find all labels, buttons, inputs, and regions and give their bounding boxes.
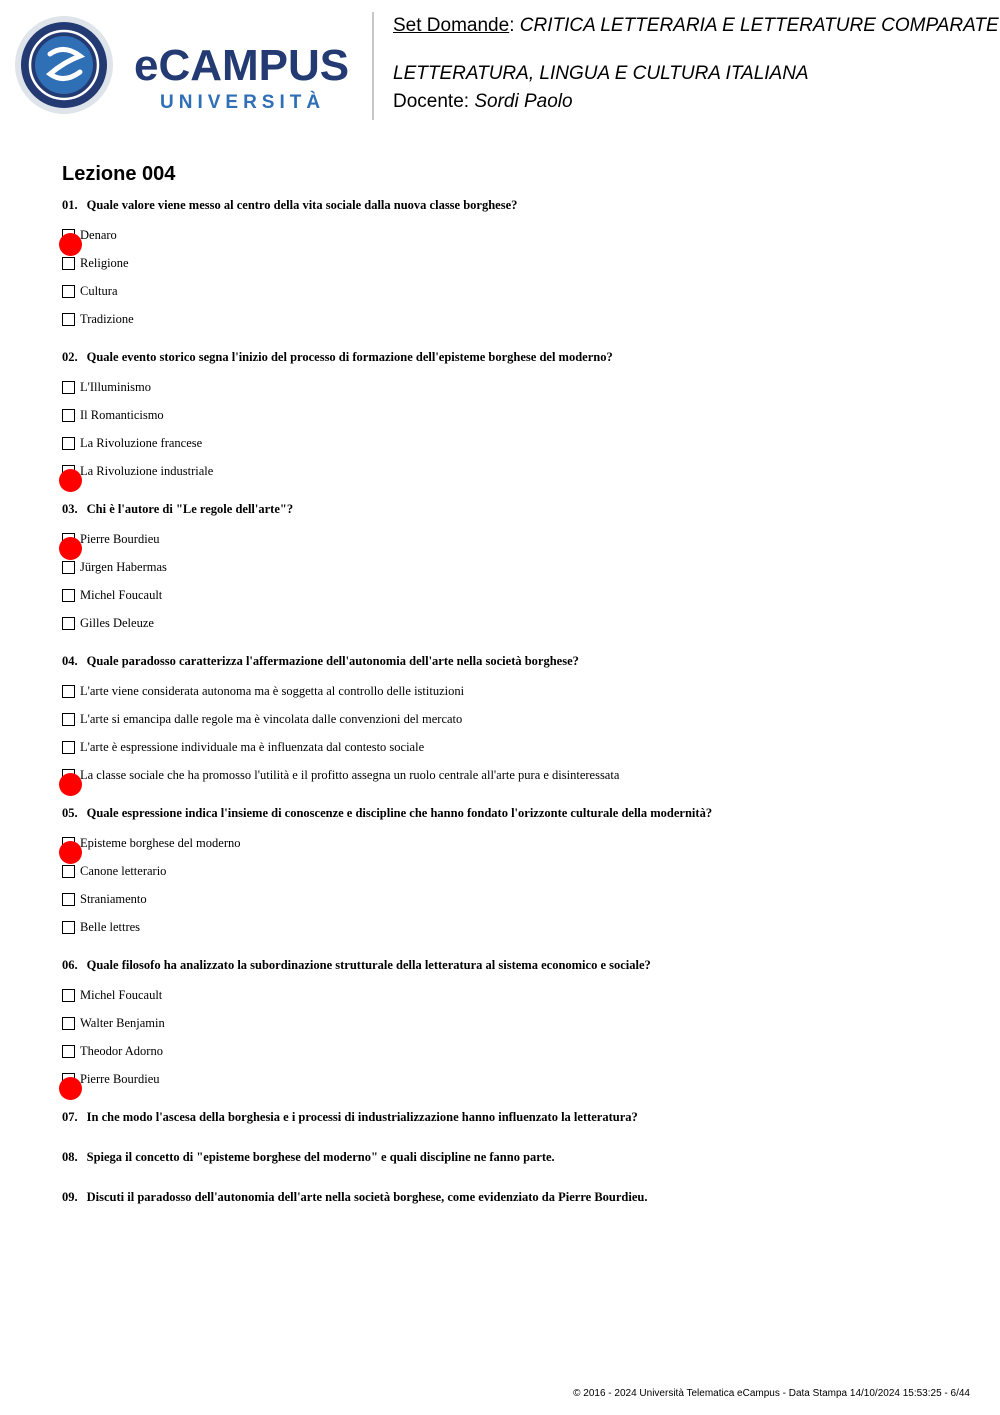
checkbox[interactable] <box>62 685 75 698</box>
checkbox[interactable] <box>62 381 75 394</box>
option-label: Denaro <box>80 227 117 242</box>
question-label: Spiega il concetto di "episteme borghese del moderno" e quali discipline ne fanno parte. <box>86 1150 555 1164</box>
option-label: Walter Benjamin <box>80 1015 165 1030</box>
question-05 <box>62 806 962 941</box>
option-label: Jürgen Habermas <box>80 559 167 574</box>
header-teacher-line <box>393 91 573 113</box>
checkbox[interactable] <box>62 285 75 298</box>
logo-subtitle-text: UNIVERSITÀ <box>160 92 326 113</box>
answer-marker <box>59 773 82 796</box>
option[interactable] <box>62 249 962 277</box>
option[interactable] <box>62 553 962 581</box>
question-04 <box>62 654 962 789</box>
option-label: L'arte viene considerata autonoma ma è soggetta al controllo delle istituzioni <box>80 683 465 698</box>
question-list <box>62 198 962 1230</box>
checkbox[interactable] <box>62 893 75 906</box>
option-label: Pierre Bourdieu <box>80 1071 160 1086</box>
ecampus-logo <box>14 14 359 116</box>
question-label: Quale espressione indica l'insieme di conoscenze e discipline che hanno fondato l'orizzonte culturale della modernità? <box>86 806 713 820</box>
option-label: Straniamento <box>80 891 147 906</box>
question-text <box>62 806 962 820</box>
option-label: Michel Foucault <box>80 987 163 1002</box>
option[interactable] <box>62 885 962 913</box>
option-label: Belle lettres <box>80 919 141 934</box>
question-number: 07. <box>62 1110 78 1124</box>
option-label: Gilles Deleuze <box>80 615 154 630</box>
answer-marker <box>59 469 82 492</box>
option[interactable] <box>62 373 962 401</box>
option[interactable] <box>62 277 962 305</box>
option-label: La Rivoluzione industriale <box>80 463 214 478</box>
question-07 <box>62 1110 962 1124</box>
option-list <box>62 829 962 941</box>
checkbox[interactable] <box>62 741 75 754</box>
option[interactable] <box>62 457 962 485</box>
option[interactable] <box>62 1065 962 1093</box>
option[interactable] <box>62 1009 962 1037</box>
question-number: 08. <box>62 1150 78 1164</box>
question-03 <box>62 502 962 637</box>
question-number: 02. <box>62 350 78 364</box>
option-label: Il Romanticismo <box>80 407 164 422</box>
option-label: La classe sociale che ha promosso l'utilità e il profitto assegna un ruolo centrale all'arte pura e disinteressata <box>80 767 620 782</box>
option[interactable] <box>62 429 962 457</box>
question-02 <box>62 350 962 485</box>
checkbox[interactable] <box>62 989 75 1002</box>
question-08 <box>62 1150 962 1164</box>
checkbox[interactable] <box>62 533 75 546</box>
checkbox[interactable] <box>62 921 75 934</box>
checkbox[interactable] <box>62 1073 75 1086</box>
option[interactable] <box>62 305 962 333</box>
checkbox[interactable] <box>62 465 75 478</box>
option[interactable] <box>62 525 962 553</box>
option-label: Pierre Bourdieu <box>80 531 160 546</box>
option[interactable] <box>62 913 962 941</box>
checkbox[interactable] <box>62 1017 75 1030</box>
checkbox[interactable] <box>62 589 75 602</box>
course-name: LETTERATURA, LINGUA E CULTURA ITALIANA <box>393 63 809 84</box>
question-text <box>62 654 962 668</box>
question-text <box>62 350 962 364</box>
question-text <box>62 502 962 516</box>
question-label: Quale filosofo ha analizzato la subordinazione strutturale della letteratura al sistema economico e sociale? <box>86 958 651 972</box>
option-label: L'arte si emancipa dalle regole ma è vincolata dalle convenzioni del mercato <box>80 711 463 726</box>
question-09 <box>62 1190 962 1204</box>
logo-brand-text: eCAMPUS <box>134 41 350 90</box>
option[interactable] <box>62 857 962 885</box>
checkbox[interactable] <box>62 257 75 270</box>
question-number: 04. <box>62 654 78 668</box>
option-label: Tradizione <box>80 311 134 326</box>
question-01 <box>62 198 962 333</box>
question-number: 01. <box>62 198 78 212</box>
question-text <box>62 1150 962 1164</box>
header-set-line <box>393 15 999 37</box>
checkbox[interactable] <box>62 437 75 450</box>
option-label: La Rivoluzione francese <box>80 435 203 450</box>
option[interactable] <box>62 581 962 609</box>
set-separator: : <box>509 15 515 36</box>
option[interactable] <box>62 761 962 789</box>
question-text <box>62 958 962 972</box>
option-list <box>62 677 962 789</box>
checkbox[interactable] <box>62 837 75 850</box>
option-label: Cultura <box>80 283 118 298</box>
option-label: Canone letterario <box>80 863 167 878</box>
question-label: Chi è l'autore di "Le regole dell'arte"? <box>86 502 294 516</box>
question-label: Discuti il paradosso dell'autonomia dell'arte nella società borghese, come evidenziato da Pierre Bourdieu. <box>86 1190 648 1204</box>
option-list <box>62 221 962 333</box>
checkbox[interactable] <box>62 409 75 422</box>
page-footer: © 2016 - 2024 Università Telematica eCampus - Data Stampa 14/10/2024 15:53:25 - 6/44 <box>573 1388 970 1399</box>
question-label: Quale valore viene messo al centro della vita sociale dalla nuova classe borghese? <box>86 198 518 212</box>
question-text <box>62 1190 962 1204</box>
lesson-title: Lezione 004 <box>62 163 176 185</box>
checkbox[interactable] <box>62 769 75 782</box>
checkbox[interactable] <box>62 1045 75 1058</box>
option-list <box>62 373 962 485</box>
checkbox[interactable] <box>62 229 75 242</box>
option-list <box>62 525 962 637</box>
question-number: 03. <box>62 502 78 516</box>
question-06 <box>62 958 962 1093</box>
option-label: Religione <box>80 255 129 270</box>
set-value: CRITICA LETTERARIA E LETTERATURE COMPARATE <box>519 15 999 36</box>
teacher-label: Docente: <box>393 91 470 112</box>
option[interactable] <box>62 609 962 637</box>
checkbox[interactable] <box>62 713 75 726</box>
option[interactable] <box>62 829 962 857</box>
question-label: Quale evento storico segna l'inizio del processo di formazione dell'episteme borghese del moderno? <box>86 350 613 364</box>
checkbox[interactable] <box>62 561 75 574</box>
option-label: Michel Foucault <box>80 587 163 602</box>
checkbox[interactable] <box>62 313 75 326</box>
option-label: L'arte è espressione individuale ma è influenzata dal contesto sociale <box>80 739 425 754</box>
question-number: 06. <box>62 958 78 972</box>
question-number: 05. <box>62 806 78 820</box>
question-text <box>62 198 962 212</box>
option[interactable] <box>62 981 962 1009</box>
option-label: Theodor Adorno <box>80 1043 163 1058</box>
option[interactable] <box>62 733 962 761</box>
option[interactable] <box>62 705 962 733</box>
answer-marker <box>59 1077 82 1100</box>
option[interactable] <box>62 221 962 249</box>
option[interactable] <box>62 401 962 429</box>
header-divider <box>372 12 374 120</box>
question-number: 09. <box>62 1190 78 1204</box>
set-label: Set Domande <box>393 15 510 36</box>
checkbox[interactable] <box>62 617 75 630</box>
option[interactable] <box>62 1037 962 1065</box>
option-list <box>62 981 962 1093</box>
option-label: L'Illuminismo <box>80 379 152 394</box>
teacher-name: Sordi Paolo <box>474 91 573 112</box>
option[interactable] <box>62 677 962 705</box>
checkbox[interactable] <box>62 865 75 878</box>
question-label: Quale paradosso caratterizza l'affermazione dell'autonomia dell'arte nella società borghese? <box>86 654 579 668</box>
question-text <box>62 1110 962 1124</box>
option-label: Episteme borghese del moderno <box>80 835 241 850</box>
question-label: In che modo l'ascesa della borghesia e i processi di industrializzazione hanno influenzato la letteratura? <box>86 1110 638 1124</box>
